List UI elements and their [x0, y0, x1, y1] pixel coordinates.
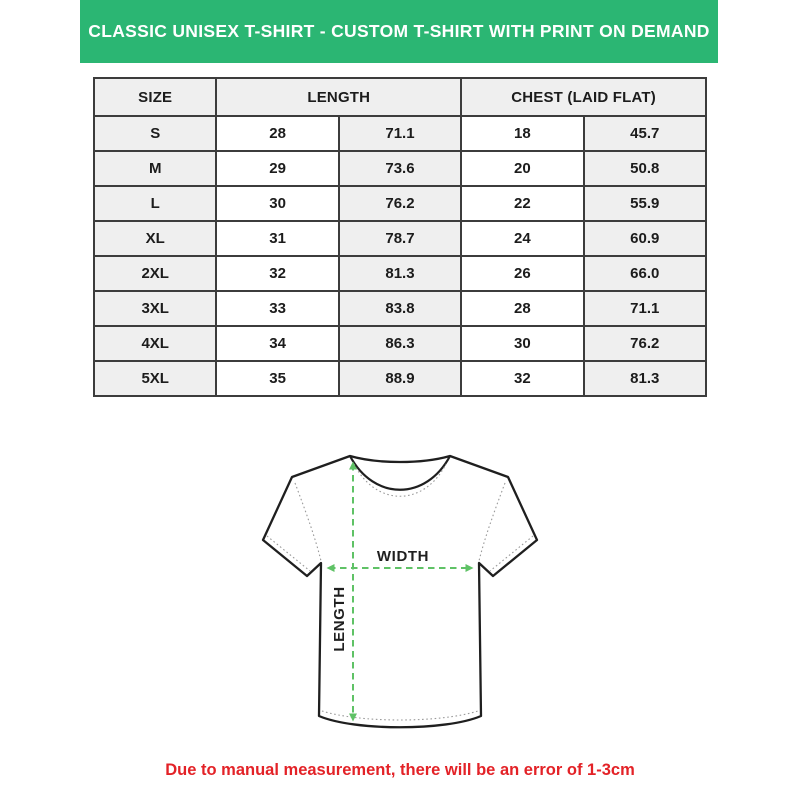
chest-in-cell: 26 [461, 256, 583, 291]
measurement-note: Due to manual measurement, there will be an error of 1-3cm [165, 761, 635, 779]
length-in-cell: 33 [216, 291, 338, 326]
size-cell: 3XL [94, 291, 216, 326]
chest-in-cell: 28 [461, 291, 583, 326]
size-cell: 2XL [94, 256, 216, 291]
banner [80, 0, 718, 63]
chest-in-cell: 24 [461, 221, 583, 256]
length-in-cell: 35 [216, 361, 338, 396]
col-header-chest: CHEST (LAID FLAT) [461, 78, 706, 116]
chest-cm-cell: 76.2 [584, 326, 706, 361]
length-cm-cell: 83.8 [339, 291, 461, 326]
table-row [94, 221, 706, 256]
chest-cm-cell: 50.8 [584, 151, 706, 186]
table-row [94, 361, 706, 396]
length-in-cell: 28 [216, 116, 338, 151]
chest-cm-cell: 45.7 [584, 116, 706, 151]
table-header-row [94, 78, 706, 116]
length-in-cell: 32 [216, 256, 338, 291]
chest-in-cell: 32 [461, 361, 583, 396]
length-cm-cell: 76.2 [339, 186, 461, 221]
table-row [94, 116, 706, 151]
size-cell: M [94, 151, 216, 186]
banner-title: CLASSIC UNISEX T-SHIRT - CUSTOM T-SHIRT WITH PRINT ON DEMAND [88, 21, 710, 41]
length-cm-cell: 71.1 [339, 116, 461, 151]
chest-cm-cell: 66.0 [584, 256, 706, 291]
width-label: WIDTH [376, 548, 430, 565]
table-row [94, 291, 706, 326]
length-in-cell: 29 [216, 151, 338, 186]
chest-cm-cell: 81.3 [584, 361, 706, 396]
length-in-cell: 34 [216, 326, 338, 361]
size-cell: 4XL [94, 326, 216, 361]
table-row [94, 256, 706, 291]
table-row [94, 186, 706, 221]
chest-in-cell: 18 [461, 116, 583, 151]
chest-cm-cell: 55.9 [584, 186, 706, 221]
size-chart-table [93, 77, 707, 397]
size-cell: L [94, 186, 216, 221]
length-in-cell: 30 [216, 186, 338, 221]
size-cell: S [94, 116, 216, 151]
size-cell: XL [94, 221, 216, 256]
col-header-length: LENGTH [216, 78, 461, 116]
tshirt-diagram [240, 440, 560, 750]
length-cm-cell: 86.3 [339, 326, 461, 361]
length-label: LENGTH [331, 586, 348, 652]
size-cell: 5XL [94, 361, 216, 396]
length-cm-cell: 73.6 [339, 151, 461, 186]
length-cm-cell: 88.9 [339, 361, 461, 396]
length-in-cell: 31 [216, 221, 338, 256]
table-row [94, 326, 706, 361]
chest-in-cell: 22 [461, 186, 583, 221]
length-cm-cell: 78.7 [339, 221, 461, 256]
table-row [94, 151, 706, 186]
length-cm-cell: 81.3 [339, 256, 461, 291]
col-header-size: SIZE [94, 78, 216, 116]
chest-cm-cell: 60.9 [584, 221, 706, 256]
chest-in-cell: 20 [461, 151, 583, 186]
chest-in-cell: 30 [461, 326, 583, 361]
chest-cm-cell: 71.1 [584, 291, 706, 326]
